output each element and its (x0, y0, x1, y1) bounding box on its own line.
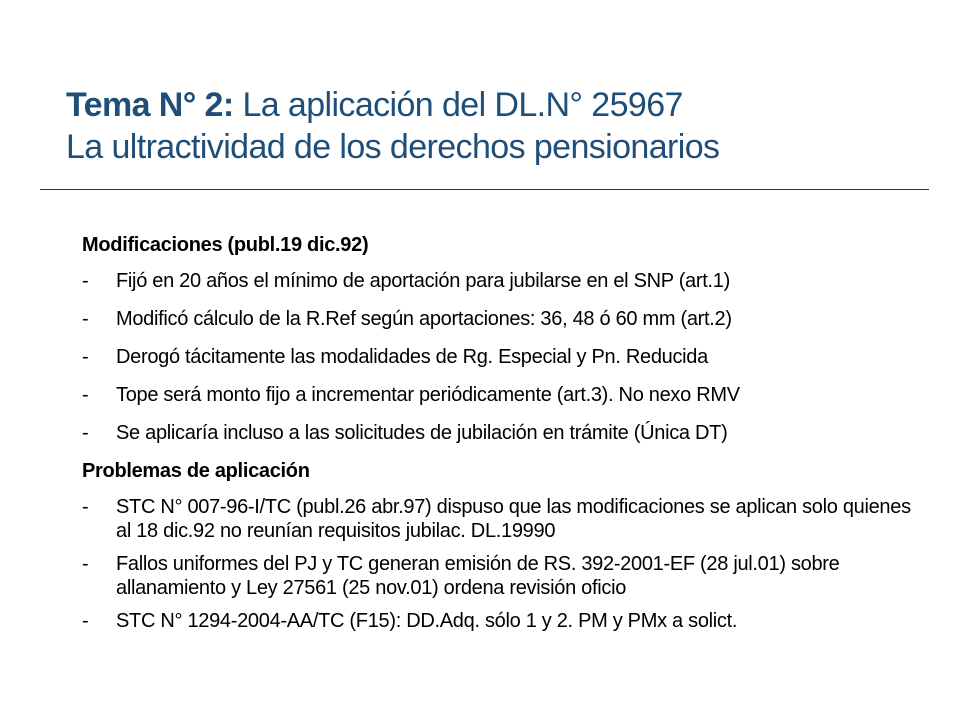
bullet-dash: - (82, 496, 89, 518)
title-divider (40, 189, 929, 190)
bullet-dash: - (82, 346, 89, 368)
list-item-text: STC N° 007-96-I/TC (publ.26 abr.97) dispuso que las modificaciones se aplican solo quienes al 18 dic.92 no reunían requisitos jubilac. DL.19990 (116, 496, 911, 542)
title-line-1 (66, 84, 926, 126)
list-item (82, 380, 912, 410)
title-subject: La aplicación del DL.N° 25967 (242, 86, 683, 124)
list-item-text: Fijó en 20 años el mínimo de aportación para jubilarse en el SNP (art.1) (116, 270, 730, 292)
title-line-2: La ultractividad de los derechos pensionarios (66, 128, 720, 166)
list-item (82, 418, 912, 448)
list-item-text: Fallos uniformes del PJ y TC generan emisión de RS. 392-2001-EF (28 jul.01) sobre allanamiento y Ley 27561 (25 nov.01) ordena revisión oficio (116, 553, 840, 599)
list-item-text: Derogó tácitamente las modalidades de Rg. Especial y Pn. Reducida (116, 346, 708, 368)
title-label: Tema N° 2: (66, 86, 234, 124)
section-heading-modificaciones: Modificaciones (publ.19 dic.92) (82, 234, 369, 256)
section-heading-problemas: Problemas de aplicación (82, 460, 310, 482)
slide-title (66, 84, 926, 168)
list-item (82, 549, 912, 600)
list-item (82, 304, 912, 334)
modificaciones-list (82, 266, 912, 448)
list-item (82, 266, 912, 296)
slide-body (82, 230, 912, 642)
list-item-text: Se aplicaría incluso a las solicitudes de jubilación en trámite (Única DT) (116, 422, 728, 444)
list-item-text: Tope será monto fijo a incrementar periódicamente (art.3). No nexo RMV (116, 384, 740, 406)
problemas-list (82, 492, 912, 636)
list-item (82, 492, 912, 543)
list-item-text: Modificó cálculo de la R.Ref según aportaciones: 36, 48 ó 60 mm (art.2) (116, 308, 732, 330)
bullet-dash: - (82, 270, 89, 292)
list-item (82, 342, 912, 372)
bullet-dash: - (82, 308, 89, 330)
bullet-dash: - (82, 422, 89, 444)
bullet-dash: - (82, 384, 89, 406)
list-item-text: STC N° 1294-2004-AA/TC (F15): DD.Adq. sólo 1 y 2. PM y PMx a solict. (116, 610, 738, 632)
list-item (82, 606, 912, 636)
bullet-dash: - (82, 553, 89, 575)
bullet-dash: - (82, 610, 89, 632)
